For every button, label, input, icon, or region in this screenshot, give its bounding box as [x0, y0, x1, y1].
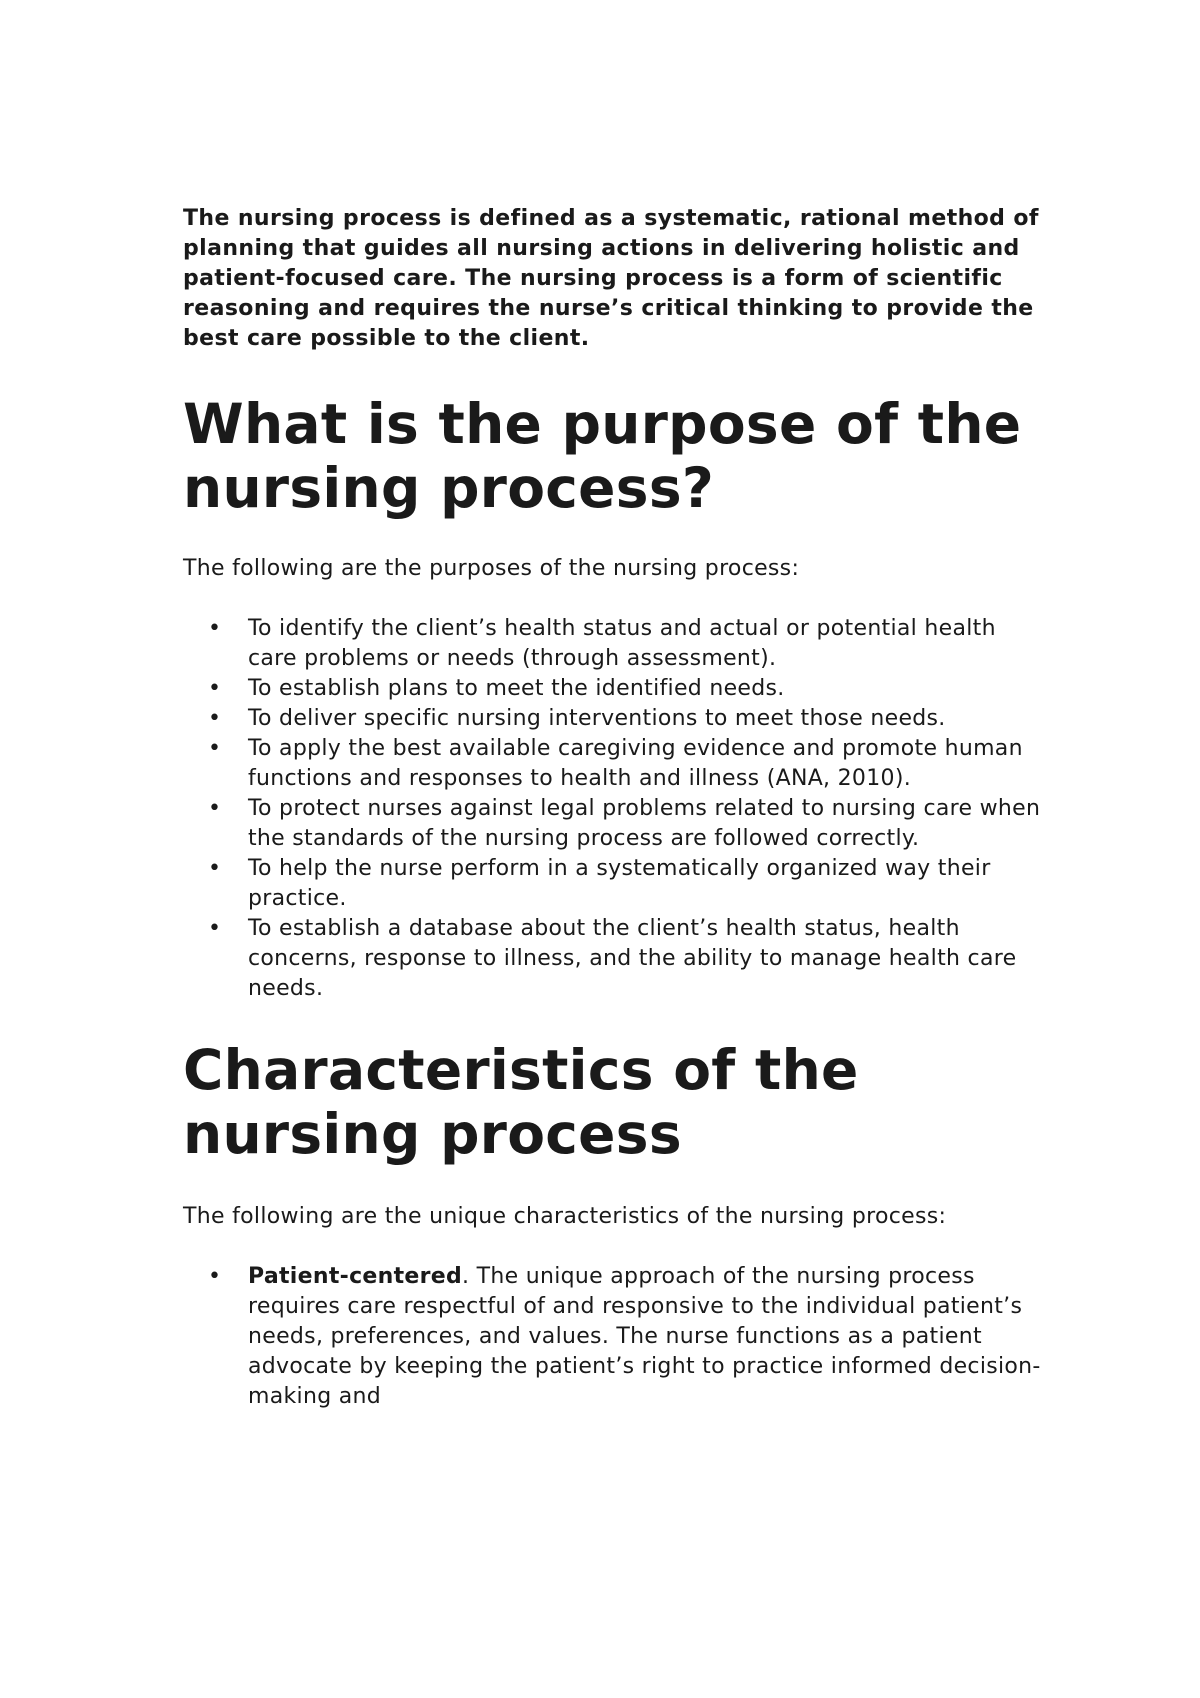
purpose-list — [183, 614, 1043, 1004]
list-item-text: To help the nurse perform in a systematically organized way their practice. — [248, 856, 991, 911]
list-item — [183, 704, 1043, 734]
bullet-icon: • — [208, 1264, 222, 1289]
list-item — [183, 674, 1043, 704]
list-item-text: To establish plans to meet the identified needs. — [248, 676, 785, 701]
bullet-icon: • — [208, 676, 222, 701]
list-item — [183, 794, 1043, 854]
bullet-icon: • — [208, 916, 222, 941]
intro-paragraph: The nursing process is defined as a systematic, rational method of planning that guides all nursing actions in delivering holistic and patient-focused care. The nursing process is a form of scientific reasoning and requires the nurse’s critical thinking to provide the best care possible to the client. — [183, 206, 1039, 351]
bullet-icon: • — [208, 736, 222, 761]
list-item-text: To protect nurses against legal problems related to nursing care when the standards of the nursing process are followed correctly. — [248, 796, 1041, 851]
characteristics-lead: The following are the unique characteristics of the nursing process: — [183, 1204, 947, 1229]
list-item-text: To establish a database about the client’s health status, health concerns, response to illness, and the ability to manage health care needs. — [248, 916, 1017, 1001]
heading-characteristics: Characteristics of the nursing process — [183, 1038, 859, 1166]
list-item-text: To apply the best available caregiving evidence and promote human functions and responses to health and illness (ANA, 2010). — [248, 736, 1023, 791]
bullet-icon: • — [208, 856, 222, 881]
bullet-icon: • — [208, 706, 222, 731]
list-item — [183, 914, 1043, 1004]
list-item-text: To deliver specific nursing interventions to meet those needs. — [248, 706, 946, 731]
list-item — [183, 1262, 1043, 1412]
list-item-term: Patient-centered — [248, 1264, 463, 1289]
list-item-text: . The unique approach of the nursing process requires care respectful of and responsive to the individual patient’s needs, preferences, and values. The nurse functions as a patient advocate by keeping the patient’s right to practice informed decision-making and — [248, 1264, 1041, 1409]
bullet-icon: • — [208, 616, 222, 641]
heading-purpose: What is the purpose of the nursing process? — [183, 392, 1022, 520]
list-item — [183, 614, 1043, 674]
list-item — [183, 854, 1043, 914]
list-item — [183, 734, 1043, 794]
purpose-lead: The following are the purposes of the nursing process: — [183, 556, 800, 581]
document-page — [183, 204, 1043, 1412]
list-item-text: To identify the client’s health status and actual or potential health care problems or needs (through assessment). — [248, 616, 996, 671]
bullet-icon: • — [208, 796, 222, 821]
characteristics-list — [183, 1262, 1043, 1412]
